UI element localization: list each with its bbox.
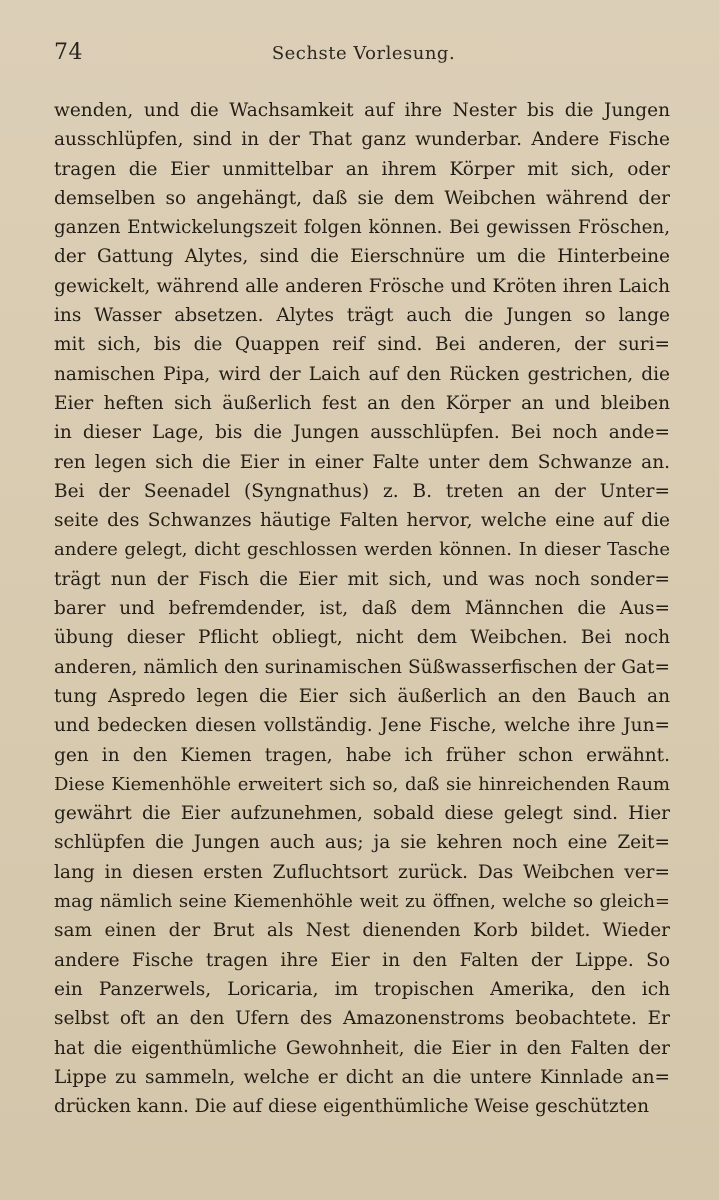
text-line: ins Wasser absetzen. Alytes trägt auch die Jungen so lange bbox=[54, 305, 670, 327]
text-line: in dieser Lage, bis die Jungen ausschlüpfen. Bei noch ande= bbox=[54, 422, 670, 444]
text-line: und bedecken diesen vollständig. Jene Fische, welche ihre Jun= bbox=[54, 715, 670, 737]
text-line: gen in den Kiemen tragen, habe ich früher schon erwähnt. bbox=[54, 744, 670, 766]
text-line: hat die eigenthümliche Gewohnheit, die Eier in den Falten der bbox=[54, 1037, 670, 1059]
text-line: lang in diesen ersten Zufluchtsort zurück. Das Weibchen ver= bbox=[54, 861, 670, 883]
text-line: tragen die Eier unmittelbar an ihrem Körper mit sich, oder bbox=[54, 158, 670, 180]
text-line: mit sich, bis die Quappen reif sind. Bei anderen, der suri= bbox=[54, 334, 670, 356]
text-line: drücken kann. Die auf diese eigenthümliche Weise geschützten bbox=[54, 1096, 649, 1118]
text-line: mag nämlich seine Kiemenhöhle weit zu öffnen, welche so gleich= bbox=[54, 891, 670, 913]
text-line: trägt nun der Fisch die Eier mit sich, und was noch sonder= bbox=[54, 568, 670, 590]
text-line: tung Aspredo legen die Eier sich äußerlich an den Bauch an bbox=[54, 685, 670, 707]
text-line: gewickelt, während alle anderen Frösche und Kröten ihren Laich bbox=[54, 275, 670, 297]
text-line: seite des Schwanzes häutige Falten hervor, welche eine auf die bbox=[54, 510, 670, 532]
text-line: gewährt die Eier aufzunehmen, sobald diese gelegt sind. Hier bbox=[54, 803, 670, 825]
text-line: sam einen der Brut als Nest dienenden Korb bildet. Wieder bbox=[54, 920, 670, 942]
text-line: übung dieser Pflicht obliegt, nicht dem Weibchen. Bei noch bbox=[54, 627, 670, 649]
page-number: 74 bbox=[54, 40, 83, 65]
text-line: barer und befremdender, ist, daß dem Männchen die Aus= bbox=[54, 598, 670, 620]
text-line: Lippe zu sammeln, welche er dicht an die untere Kinnlade an= bbox=[54, 1066, 670, 1088]
text-line: ausschlüpfen, sind in der That ganz wunderbar. Andere Fische bbox=[54, 129, 670, 151]
text-line: anderen, nämlich den surinamischen Süßwasserfischen der Gat= bbox=[54, 656, 670, 678]
text-line: Bei der Seenadel (Syngnathus) z. B. treten an der Unter= bbox=[54, 480, 670, 502]
body-text bbox=[54, 96, 670, 1121]
text-line: ein Panzerwels, Loricaria, im tropischen Amerika, den ich bbox=[54, 978, 670, 1000]
running-title: Sechste Vorlesung. bbox=[271, 43, 456, 64]
text-line: andere gelegt, dicht geschlossen werden können. In dieser Tasche bbox=[54, 539, 670, 561]
text-line: wenden, und die Wachsamkeit auf ihre Nester bis die Jungen bbox=[54, 100, 670, 121]
text-line: schlüpfen die Jungen auch aus; ja sie kehren noch eine Zeit= bbox=[54, 832, 670, 854]
text-line: ren legen sich die Eier in einer Falte unter dem Schwanze an. bbox=[54, 451, 670, 473]
text-line: namischen Pipa, wird der Laich auf den Rücken gestrichen, die bbox=[54, 363, 670, 385]
text-line: demselben so angehängt, daß sie dem Weibchen während der bbox=[54, 187, 670, 209]
text-line: ganzen Entwickelungszeit folgen können. Bei gewissen Fröschen, bbox=[54, 217, 670, 239]
text-line: Diese Kiemenhöhle erweitert sich so, daß sie hinreichenden Raum bbox=[54, 773, 670, 795]
text-line: der Gattung Alytes, sind die Eierschnüre um die Hinterbeine bbox=[54, 246, 670, 268]
text-line: Eier heften sich äußerlich fest an den Körper an und bleiben bbox=[54, 392, 670, 414]
text-line: selbst oft an den Ufern des Amazonenstroms beobachtete. Er bbox=[54, 1008, 670, 1030]
text-line: andere Fische tragen ihre Eier in den Falten der Lippe. So bbox=[54, 949, 670, 971]
